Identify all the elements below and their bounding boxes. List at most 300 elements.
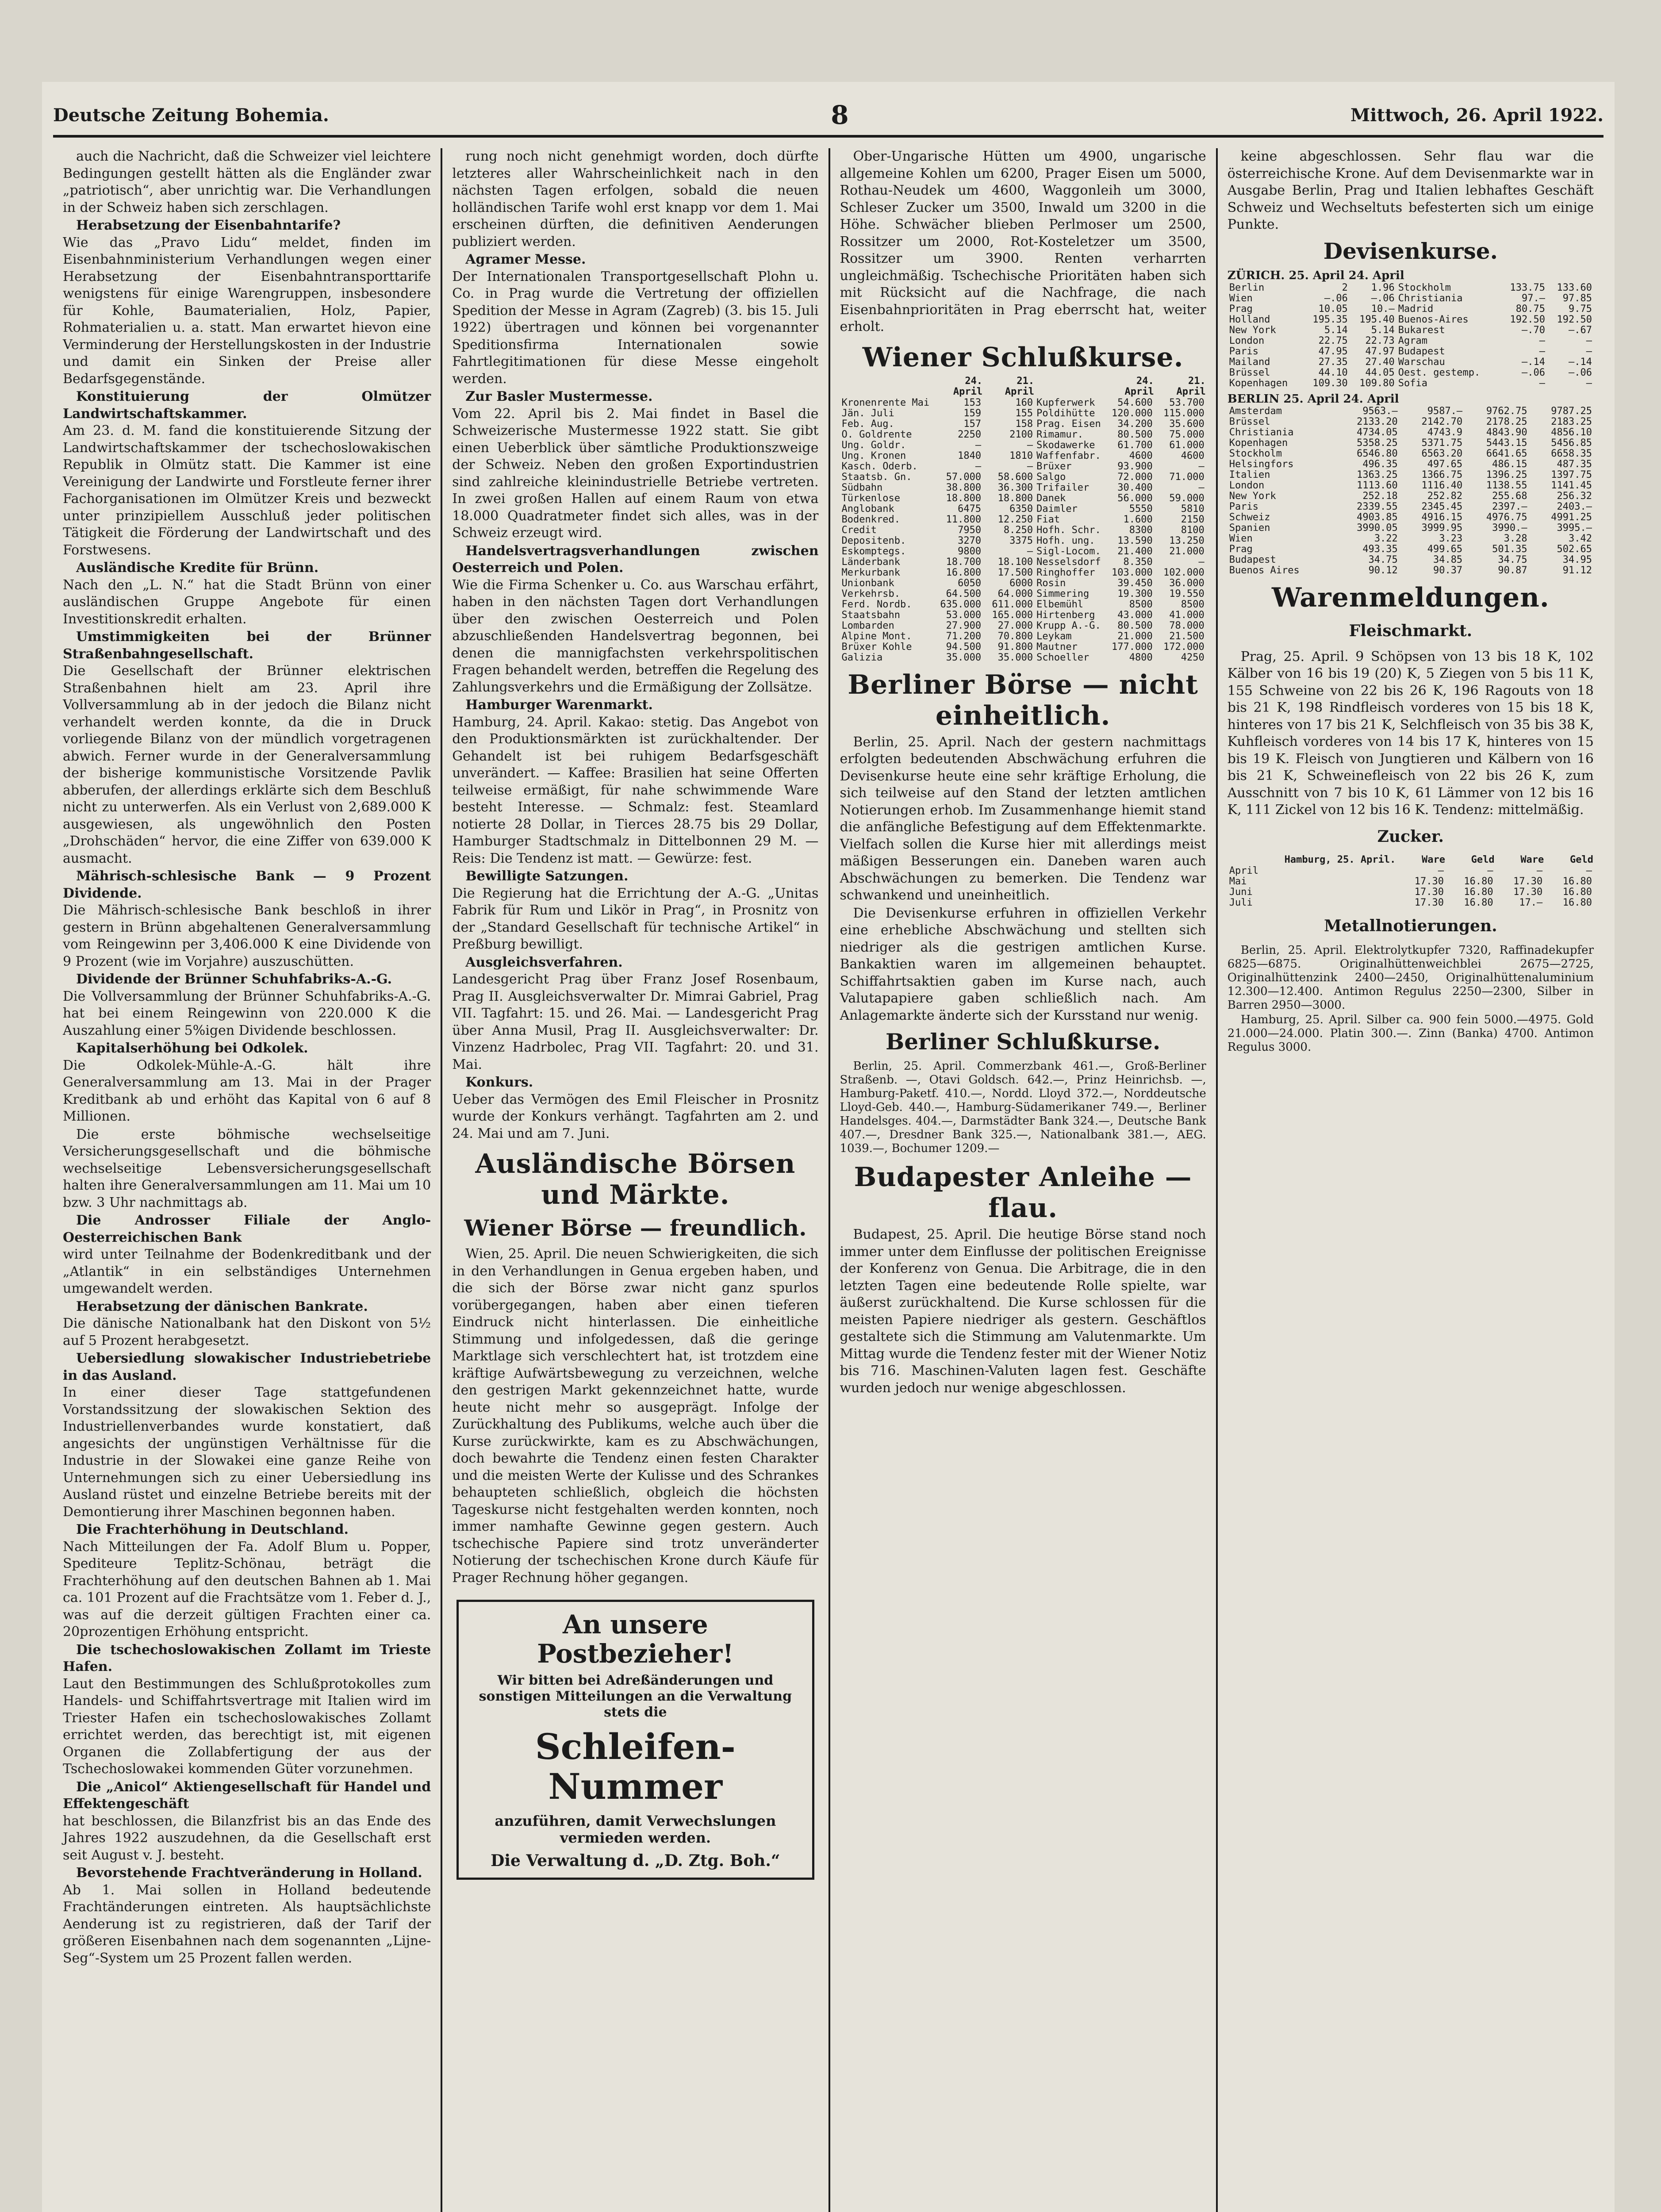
table-cell: 17.500: [997, 567, 1033, 578]
table-cell: Christiania: [1229, 427, 1294, 438]
table-cell: 611.000: [992, 599, 1033, 610]
table-header-cell: 24. April: [1124, 375, 1154, 397]
table-cell: 16.80: [1562, 897, 1592, 908]
article-text: rung noch nicht genehmigt worden, doch dürfte letzteres aller Wahrscheinlichkeit nach in den nächsten Tagen erfolgen, sobald die neuen holländischen Tarife wohl erst knapp vor dem 1. Mai erscheinen dürften, die definitiven Aenderungen publiziert werden.: [452, 149, 819, 250]
table-cell: Alpine Mont.: [841, 631, 912, 642]
article-text: Laut den Bestimmungen des Schlußprotokolles zum Handels- und Schiffahrtsvertrage mit Italien wird im Triester Hafen ein tschechoslowakisches Zollamt errichtet werden, das berechtigt ist, mit eigenen Organen die Zollabfertigung der aus der Tschechoslowakei kommenden Güter vorzunehmen.: [63, 1676, 431, 1777]
table-cell: 2250: [958, 429, 982, 440]
table-cell: Elbemühl: [1036, 599, 1084, 610]
article-heading: Herabsetzung der dänischen Bankrate.: [76, 1298, 368, 1314]
table-row: [1228, 438, 1594, 449]
table-cell: 496.35: [1362, 459, 1398, 470]
table-row: [840, 483, 1206, 493]
table-cell: —: [1198, 557, 1205, 568]
table-cell: —: [1586, 346, 1592, 357]
article-text: Ueber das Vermögen des Emil Fleischer in Prosnitz wurde der Konkurs verhängt. Tagfahrten am 2. und 24. Mai und am 7. Juni.: [452, 1091, 819, 1141]
section-heading: Budapester Anleihe — flau.: [854, 1162, 1192, 1224]
table-cell: Hirtenberg: [1036, 610, 1095, 621]
table-cell: 2339.55: [1357, 501, 1398, 512]
table-cell: 3270: [958, 535, 982, 546]
table-cell: 16.80: [1562, 876, 1592, 887]
table-cell: 3.23: [1439, 533, 1463, 544]
table-cell: 497.65: [1427, 459, 1463, 470]
article-text: Nach den „L. N.“ hat die Stadt Brünn von einer ausländischen Gruppe Angebote für einen Investitionskredit erhalten.: [63, 577, 431, 627]
table-cell: 160: [1015, 397, 1033, 408]
page-header: [53, 100, 1603, 131]
table-cell: Merkurbank: [841, 567, 900, 578]
table-cell: Türkenlose: [841, 493, 900, 504]
table-cell: 91.800: [997, 641, 1033, 653]
table-cell: 17.30: [1414, 887, 1444, 898]
columns: [53, 148, 1603, 2212]
table-cell: 91.12: [1562, 565, 1592, 576]
article-text: Berlin, 25. April. Elektrolytkupfer 7320, Raffinadekupfer 6825—6875. Originalhüttenweichblei 2675—2725, Originalhüttenzink 2400—2450, Originalhüttenaluminium 12.300—12.400. Antimon Regulus 2250—2300, Silber in Barren 2950—3000.: [1227, 943, 1594, 1012]
table-cell: 97.—: [1522, 293, 1545, 304]
table-cell: Waffenfabr.: [1036, 450, 1101, 461]
article-heading: Bevorstehende Frachtveränderung in Holland.: [76, 1865, 422, 1881]
table-row: [1228, 357, 1594, 368]
table-cell: Leykam: [1036, 631, 1072, 642]
section-heading: Wiener Schlußkurse.: [862, 342, 1184, 373]
article-text: Der Internationalen Transportgesellschaft Plohn u. Co. in Prag wurde die Vertretung der offiziellen Spedition der Messe in Agram (Zagreb) (3. bis 15. Juli 1922) übertragen und können bei vorgenannter Speditionsfirma Internationalen sowie Fahrtlegitimationen für diese Messe eingeholt werden.: [452, 269, 819, 387]
table-cell: Paris: [1229, 346, 1258, 357]
table-cell: Wien: [1229, 533, 1253, 544]
table-cell: 80.75: [1515, 303, 1545, 315]
table-cell: 27.35: [1318, 357, 1348, 368]
table-cell: Depositenb.: [841, 535, 906, 546]
table-cell: 2345.45: [1421, 501, 1463, 512]
table-row: [1228, 406, 1594, 417]
table-cell: 36.300: [997, 482, 1033, 493]
table-cell: 177.000: [1112, 641, 1153, 653]
table-cell: 192.50: [1510, 314, 1545, 325]
table-cell: 16.80: [1464, 887, 1493, 898]
table-cell: 1810: [1009, 450, 1033, 461]
table-cell: Budapest: [1229, 554, 1276, 565]
table-row: [840, 419, 1206, 430]
table-header-cell: Geld: [1570, 854, 1593, 865]
table-cell: 1363.25: [1357, 469, 1398, 480]
table-row: [840, 610, 1206, 621]
table-cell: 3990.—: [1492, 522, 1527, 534]
table-cell: 12.250: [997, 514, 1033, 525]
table-cell: Italien: [1229, 469, 1270, 480]
column-1: [53, 148, 441, 2212]
table-cell: Warschau: [1398, 357, 1445, 368]
berlin-title: BERLIN 25. April 24. April: [1227, 392, 1399, 406]
table-header-cell: Ware: [1520, 854, 1544, 865]
table-row: [1228, 523, 1594, 534]
table-row: [840, 631, 1206, 642]
article-text: Die Gesellschaft der Brünner elektrischen Straßenbahnen hielt am 23. April ihre Vollversammlung ab in der jedoch die Bilanz nicht verhandelt werden konnte, da die in Druck vorliegende Bilanz von der mündlich vorgetragenen abwich. Ferner wurde in der Generalversammlung der bisherige kommunistische Vorsitzende Pavlik abberufen, der allerdings erklärte sich dem Beschluß nicht zu unterwerfen. Als ein Verlust von 2,689.000 K ausgewiesen, als ungewöhnlich den Posten „Drohschäden“ hervor, die eine Ziffer von 639.000 K ausmacht.: [63, 663, 431, 866]
table-cell: 53.700: [1169, 397, 1205, 408]
table-cell: London: [1229, 480, 1265, 491]
table-cell: —: [1027, 546, 1033, 557]
table-cell: 192.50: [1557, 314, 1592, 325]
table-cell: New York: [1229, 491, 1276, 502]
table-cell: 19.300: [1117, 588, 1153, 599]
table-cell: 27.000: [997, 620, 1033, 631]
table-row: [840, 536, 1206, 546]
table-cell: 1113.60: [1357, 480, 1398, 491]
table-row: [840, 546, 1206, 557]
table-cell: 71.000: [1169, 472, 1205, 483]
table-cell: 75.000: [1169, 429, 1205, 440]
table-cell: O. Goldrente: [841, 429, 912, 440]
article-heading: Bewilligte Satzungen.: [465, 868, 629, 884]
table-cell: Hofh. ung.: [1036, 535, 1095, 546]
table-header-cell: Hamburg, 25. April.: [1284, 854, 1396, 865]
subsection-heading: Zucker.: [1377, 827, 1444, 846]
table-cell: 7950: [958, 525, 982, 536]
table-cell: 58.600: [997, 472, 1033, 483]
table-row: [1228, 565, 1594, 576]
table-cell: —.06: [1324, 293, 1348, 304]
table-cell: 72.000: [1117, 472, 1153, 483]
table-row: [840, 440, 1206, 451]
table-row: [1228, 876, 1594, 887]
table-cell: —.14: [1522, 357, 1545, 368]
table-row: [840, 589, 1206, 599]
table-cell: Staatsb. Gn.: [841, 472, 912, 483]
table-cell: 17.30: [1414, 876, 1444, 887]
table-row: [1228, 378, 1594, 389]
table-cell: 16.80: [1464, 897, 1493, 908]
table-cell: 256.32: [1557, 491, 1592, 502]
table-cell: —: [1438, 865, 1444, 876]
table-cell: 8.350: [1123, 557, 1153, 568]
table-cell: 35.000: [997, 652, 1033, 663]
table-cell: London: [1229, 335, 1265, 346]
table-cell: 109.80: [1359, 378, 1395, 389]
table-cell: 6050: [958, 578, 982, 589]
table-cell: Fiat: [1036, 514, 1060, 525]
article-heading: Umstimmigkeiten bei der Brünner Straßenbahngesellschaft.: [63, 629, 431, 662]
table-cell: —: [975, 440, 982, 451]
table-cell: 47.97: [1365, 346, 1395, 357]
table-cell: 6350: [1009, 503, 1033, 515]
vienna-closing-prices-table: [840, 376, 1206, 663]
table-cell: 59.000: [1169, 493, 1205, 504]
table-cell: 16.800: [946, 567, 982, 578]
notice-signature: Die Verwaltung d. „D. Ztg. Boh.“: [491, 1851, 780, 1870]
table-cell: 115.000: [1163, 408, 1205, 419]
table-cell: 21.000: [1117, 631, 1153, 642]
berlin-rates-table: [1228, 406, 1594, 576]
table-cell: 4743.9: [1427, 427, 1463, 438]
article-text: Berlin, 25. April. Nach der gestern nachmittags erfolgten bedeutenden Abschwächung erfuhren die Devisenkurse heute eine sehr kräftige Erholung, die sich teilweise auf den Stand der letzten amtlichen Notierungen erhob. Im Zusammenhange hiemit stand die anfängliche Befestigung auf dem Effektenmarkte. Vielfach sollen die Kurse hier mit allerdings meist mäßigen Besserungen ein. Daneben waren auch Abschwächungen zu bemerken. Die Tendenz war schwankend und uneinheitlich.: [840, 734, 1206, 903]
table-row: [840, 451, 1206, 461]
table-cell: 5550: [1129, 503, 1153, 515]
table-cell: 18.100: [997, 557, 1033, 568]
table-cell: 2178.25: [1486, 416, 1527, 427]
table-cell: 13.590: [1117, 535, 1153, 546]
article-text: Landesgericht Prag über Franz Josef Rosenbaum, Prag II. Ausgleichsverwalter Dr. Mimrai Gabriel, Prag VII. Tagfahrt: 15. und 26. Mai. — Landesgericht Prag über Anna Musil, Prag II. Ausgleichsverwalter: Dr. Vinzenz Hadrbolec, Prag VII. Tagfahrt: 20. und 31. Mai.: [452, 972, 819, 1072]
table-cell: 3375: [1009, 535, 1033, 546]
table-cell: 3995.—: [1557, 522, 1592, 534]
table-row: [1228, 555, 1594, 565]
subsection-heading: Wiener Börse — freundlich.: [464, 1215, 807, 1241]
table-cell: 22.75: [1318, 335, 1348, 346]
sugar-table: [1228, 854, 1594, 908]
table-cell: Nesselsdorf: [1036, 557, 1101, 568]
table-cell: —: [1586, 378, 1592, 389]
table-row: [1228, 491, 1594, 502]
table-cell: Staatsbahn: [841, 610, 900, 621]
table-cell: 1141.45: [1551, 480, 1592, 491]
subsection-heading: Fleischmarkt.: [1349, 621, 1473, 640]
table-row: [1228, 346, 1594, 357]
table-cell: —: [1487, 865, 1493, 876]
subsection-heading: Berliner Schlußkurse.: [885, 1029, 1161, 1055]
article-text: Die Mährisch-schlesische Bank beschloß in ihrer gestern in Brünn abgehaltenen Generalversammlung vom Reingewinn per 3,406.000 K eine Dividende von 9 Prozent (wie im Vorjahre) auszuschütten.: [63, 902, 431, 969]
article-text: Berlin, 25. April. Commerzbank 461.—, Groß-Berliner Straßenb. —, Otavi Goldsch. 642.—, Prinz Heinrichsb. —, Hamburg-Paketf. 410.—, Nordd. Lloyd 372.—, Norddeutsche Lloyd-Geb. 440.—, Hamburg-Südamerikaner 749.—, Berliner Handelsges. 404.—, Darmstädter Bank 324.—, Deutsche Bank 407.—, Dresdner Bank 325.—, Nationalbank 381.—, AEG. 1039.—, Bochumer 1209.—: [840, 1060, 1206, 1155]
table-cell: 21.000: [1169, 546, 1205, 557]
table-cell: 5810: [1181, 503, 1205, 515]
table-cell: 9587.—: [1427, 406, 1463, 417]
table-cell: 90.87: [1498, 565, 1527, 576]
table-cell: 5.14: [1371, 325, 1395, 336]
table-cell: 56.000: [1117, 493, 1153, 504]
table-cell: 17.30: [1414, 897, 1444, 908]
article-heading: Mährisch-schlesische Bank — 9 Prozent Dividende.: [63, 868, 431, 901]
article-heading: Die „Anicol“ Aktiengesellschaft für Handel und Effektengeschäft: [63, 1779, 431, 1812]
table-cell: 64.000: [997, 588, 1033, 599]
table-cell: Daimler: [1036, 503, 1078, 515]
table-cell: 103.000: [1112, 567, 1153, 578]
table-cell: 17.—: [1519, 897, 1543, 908]
table-cell: Prag: [1229, 303, 1253, 315]
table-cell: 9762.75: [1486, 406, 1527, 417]
article-text: Hamburg, 24. April. Kakao: stetig. Das Angebot von den Produktionsmärkten ist zurückhaltender. Der Gehandelt ist bei ruhigem Bedarfsgeschäft unverändert. — Kaffee: Brasilien hat seine Offerten teilweise ermäßigt, für nahe schwimmende Ware besteht Interesse. — Schmalz: fest. Steamlard notierte 28 Dollar, in Tierces 28.75 bis 29 Dollar, Hamburger Stadtschmalz in Dittelbonnen 29 M. — Reis: Die Tendenz ist matt. — Gewürze: fest.: [452, 714, 819, 866]
article-text: Die Devisenkurse erfuhren in offiziellen Verkehr eine erhebliche Abschwächung und stellten sich niedriger als die gestrigen amtlichen Kurse. Bankaktien waren im allgemeinen behauptet. Schiffahrtsaktien gaben im Kurse nach, auch Valutapapiere gaben schließlich nach. Am Anlagemarkte änderte sich der Kursstand nur wenig.: [840, 905, 1206, 1023]
column-4: [1216, 148, 1603, 2212]
table-cell: Wien: [1229, 293, 1253, 304]
article-text: Nach Mitteilungen der Fa. Adolf Blum u. Popper, Spediteure Teplitz-Schönau, beträgt die Frachterhöhung auf den deutschen Bahnen ab 1. Mai ca. 101 Prozent auf die Frachtsätze vom 1. Feber d. J., was auf die derzeit gültigen Frachten einer ca. 20prozentigen Erhöhung entspricht.: [63, 1539, 431, 1640]
table-row: [840, 578, 1206, 589]
table-cell: 487.35: [1557, 459, 1592, 470]
table-cell: Hofh. Schr.: [1036, 525, 1101, 536]
table-cell: 3.22: [1374, 533, 1398, 544]
table-cell: 2183.25: [1551, 416, 1592, 427]
article-text: Hamburg, 25. April. Silber ca. 900 fein 5000.—4975. Gold 21.000—24.000. Platin 300.—. Zinn (Banka) 4700. Antimon Regulus 3000.: [1227, 1013, 1594, 1054]
table-cell: Anglobank: [841, 503, 894, 515]
table-cell: —: [1586, 335, 1592, 346]
article-text: Die Regierung hat die Errichtung der A.-G. „Unitas Fabrik für Rum und Likör in Prag“, in Prosnitz von der „Standard Gesellschaft für technische Artikel“ in Preßburg bewilligt.: [452, 885, 819, 952]
table-row: [840, 472, 1206, 483]
table-cell: 6000: [1009, 578, 1033, 589]
table-cell: 195.40: [1359, 314, 1395, 325]
table-cell: Simmering: [1036, 588, 1089, 599]
article-heading: Hamburger Warenmarkt.: [465, 697, 653, 713]
article-text: Die erste böhmische wechselseitige Versicherungsgesellschaft und die böhmische wechselseitige Lebensversicherungsgesellschaft halten ihre Generalversammlungen am 11. Mai um 10 bzw. 3 Uhr nachmittags ab.: [63, 1126, 431, 1210]
table-cell: Brüxer Kohle: [841, 641, 912, 653]
table-cell: Mautner: [1036, 641, 1078, 653]
table-cell: 255.68: [1492, 491, 1527, 502]
table-cell: Credit: [841, 525, 877, 536]
subscriber-notice: [456, 1600, 814, 1880]
table-cell: 39.450: [1117, 578, 1153, 589]
article-heading: Ausländische Kredite für Brünn.: [76, 560, 319, 576]
table-cell: Südbahn: [841, 482, 883, 493]
table-cell: 80.500: [1117, 429, 1153, 440]
table-cell: Amsterdam: [1229, 406, 1282, 417]
table-cell: Bodenkred.: [841, 514, 900, 525]
table-row: [1228, 336, 1594, 346]
table-cell: 6546.80: [1357, 448, 1398, 459]
table-cell: 493.35: [1362, 544, 1398, 555]
table-cell: 44.10: [1318, 367, 1348, 378]
article-text: hat beschlossen, die Bilanzfrist bis an das Ende des Jahres 1922 auszudehnen, da die Gesellschaft erst seit August v. J. besteht.: [63, 1813, 431, 1863]
table-cell: 158: [1015, 419, 1033, 430]
article-heading: Dividende der Brünner Schuhfabriks-A.-G.: [76, 972, 392, 987]
table-cell: Holland: [1229, 314, 1270, 325]
table-row: [840, 557, 1206, 568]
table-cell: 4600: [1181, 450, 1205, 461]
table-cell: 43.000: [1117, 610, 1153, 621]
table-header-cell: Ware: [1422, 854, 1445, 865]
table-row: [840, 408, 1206, 419]
table-cell: —.14: [1569, 357, 1592, 368]
table-cell: Galizia: [841, 652, 883, 663]
table-cell: Berlin: [1229, 282, 1265, 293]
article-text: Die Odkolek-Mühle-A.-G. hält ihre Generalversammlung am 13. Mai in der Prager Kreditbank ab und erhöht das Kapital von 6 auf 8 Millionen.: [63, 1057, 431, 1124]
table-cell: 38.800: [946, 482, 982, 493]
table-cell: 4600: [1129, 450, 1153, 461]
table-row: [840, 515, 1206, 525]
table-cell: Mai: [1229, 876, 1247, 887]
table-cell: 159: [963, 408, 982, 419]
table-cell: 18.700: [946, 557, 982, 568]
article-heading: Herabsetzung der Eisenbahntarife?: [76, 218, 341, 233]
header-rule: [53, 135, 1603, 138]
table-cell: Schweiz: [1229, 512, 1270, 523]
table-header-cell: 24. April: [953, 375, 983, 397]
table-cell: 9787.25: [1551, 406, 1592, 417]
table-cell: 133.75: [1510, 282, 1545, 293]
table-cell: 4843.90: [1486, 427, 1527, 438]
table-cell: 5456.85: [1551, 438, 1592, 449]
section-heading: Berliner Börse — nicht einheitlich.: [848, 669, 1198, 731]
notice-highlight: Schleifen-Nummer: [535, 1726, 736, 1807]
table-cell: 53.000: [946, 610, 982, 621]
table-row: [1228, 304, 1594, 315]
table-cell: 8500: [1129, 599, 1153, 610]
table-row: [1228, 534, 1594, 544]
table-cell: —: [1539, 346, 1545, 357]
article-heading: Handelsvertragsverhandlungen zwischen Oesterreich und Polen.: [452, 543, 819, 576]
table-cell: 502.65: [1557, 544, 1592, 555]
table-row: [840, 642, 1206, 653]
newspaper-name: Deutsche Zeitung Bohemia.: [53, 104, 329, 126]
table-cell: Poldihütte: [1036, 408, 1095, 419]
table-cell: 94.500: [946, 641, 982, 653]
table-row: [1228, 502, 1594, 512]
article-heading: Konkurs.: [465, 1075, 533, 1090]
table-cell: 9.75: [1569, 303, 1592, 315]
table-cell: 1116.40: [1421, 480, 1463, 491]
table-cell: 27.900: [946, 620, 982, 631]
table-row: [840, 599, 1206, 610]
table-cell: 2100: [1009, 429, 1033, 440]
article-text: Ober-Ungarische Hütten um 4900, ungarische allgemeine Kohlen um 6200, Prager Eisen um 5000, Rothau-Neudek um 4600, Waggonleih um 3000, Schleser Zucker um 3500, Inwald um 3200 in die Höhe. Schwächer blieben Perlmoser um 2500, Rossitzer um 2000, Rot-Kosteletzer um 3500, Rossitzer um 3900. Renten verharrten ungleichmäßig. Tschechische Prioritäten haben sich mit Rücksicht auf die Nachfrage, die nach Eisenbahnprioritäten in Prag eberrscht hat, weiter erholt.: [840, 149, 1206, 334]
table-cell: 3999.95: [1421, 522, 1463, 534]
table-row: [1228, 293, 1594, 304]
table-row: [1228, 315, 1594, 325]
issue-date: Mittwoch, 26. April 1922.: [1350, 104, 1603, 126]
table-cell: 165.000: [992, 610, 1033, 621]
table-cell: 10.05: [1318, 303, 1348, 315]
table-cell: 1.600: [1123, 514, 1153, 525]
table-cell: 2142.70: [1421, 416, 1463, 427]
article-text: auch die Nachricht, daß die Schweizer viel leichtere Bedingungen gestellt hätten als die Engländer zwar „patriotisch“, aber unrichtig war. Die Verhandlungen in der Schweiz haben sich zerschlagen.: [63, 149, 431, 215]
table-cell: 19.550: [1169, 588, 1205, 599]
table-cell: Kasch. Oderb.: [841, 461, 918, 472]
table-cell: 18.800: [997, 493, 1033, 504]
table-cell: 9563.—: [1362, 406, 1398, 417]
table-row: [1228, 866, 1594, 876]
table-cell: 4991.25: [1551, 512, 1592, 523]
table-cell: 155: [1015, 408, 1033, 419]
table-cell: Prag. Eisen: [1036, 419, 1101, 430]
notice-text-2: anzuführen, damit Verwechslungen vermieden werden.: [495, 1813, 776, 1846]
table-row: [1228, 283, 1594, 293]
table-cell: Agram: [1398, 335, 1427, 346]
table-cell: 90.12: [1368, 565, 1398, 576]
article-text: Am 23. d. M. fand die konstituierende Sitzung der Landwirtschaftskammer der tschechoslowakischen Republik in Olmütz statt. Die Kammer ist eine Vereinigung der Landwirte und Forstleute ferner ihrer Fachorganisationen im Olmützer Kreis und bezweckt unter prinzipiellem Ausschluß jeder politischen Tätigkeit die Förderung der Landwirtschaft und des Forstwesens.: [63, 423, 431, 558]
table-cell: 486.15: [1492, 459, 1527, 470]
table-cell: Trifailer: [1036, 482, 1089, 493]
table-cell: 18.800: [946, 493, 982, 504]
table-cell: 11.800: [946, 514, 982, 525]
article-text: Wien, 25. April. Die neuen Schwierigkeiten, die sich in den Verhandlungen in Genua ergeben haben, und die sich der Börse zwar nicht ganz spurlos vorübergegangen, haben aber einen tieferen Eindruck nicht hinterlassen. Die einheitliche Stimmung und infolgedessen, daß die geringe Marktlage sich verschlechtert hat, ist trotzdem eine kräftige Aufwärtsbewegung zu verzeichnen, welche den gestrigen Markt gekennzeichnet hatte, wurde heute nicht mehr so ausgeprägt. Infolge der Zurückhaltung des Publikums, welche auch über die Kurse zurückwirkte, kam es zu Abschwächungen, doch bewahrte die Tendenz einen festen Charakter und die meisten Werte der Kulisse und des Schrankes behaupteten schließlich, obgleich die höchsten Tageskurse nicht festgehalten werden konnten, noch immer namhafte Gewinne gegen gestern. Auch tschechische Papiere sind trotz unveränderter Notierung der tschechischen Krone durch Käufe für Prager Rechnung höher gegangen.: [452, 1246, 819, 1586]
section-heading: Devisenkurse.: [1323, 238, 1498, 264]
table-cell: Kupferwerk: [1036, 397, 1095, 408]
table-cell: Stockholm: [1398, 282, 1451, 293]
table-cell: 6658.35: [1551, 448, 1592, 459]
table-cell: Schoeller: [1036, 652, 1089, 663]
table-header-cell: 21. April: [1005, 375, 1035, 397]
table-row: [840, 504, 1206, 515]
article-text: keine abgeschlossen. Sehr flau war die österreichische Krone. Auf dem Devisenmarkte war in Ausgabe Berlin, Prag und Italien lebhaftes Geschäft Schweiz und Wechseltuts befesterten sich um einige Punkte.: [1227, 149, 1594, 232]
table-cell: Jän. Juli: [841, 408, 894, 419]
table-cell: 6475: [958, 503, 982, 515]
table-cell: Oest. gestemp.: [1398, 367, 1481, 378]
table-row: [1228, 480, 1594, 491]
table-cell: 44.05: [1365, 367, 1395, 378]
table-cell: 6641.65: [1486, 448, 1527, 459]
table-cell: New York: [1229, 325, 1276, 336]
table-cell: 6563.20: [1421, 448, 1463, 459]
table-cell: 3.42: [1569, 533, 1592, 544]
table-cell: Brüssel: [1229, 367, 1270, 378]
article-heading: Die tschechoslowakischen Zollamt im Trieste Hafen.: [63, 1642, 431, 1674]
table-cell: Spanien: [1229, 522, 1270, 534]
table-cell: —: [1027, 440, 1033, 451]
table-cell: 57.000: [946, 472, 982, 483]
table-cell: 4250: [1181, 652, 1205, 663]
article-text: Die dänische Nationalbank hat den Diskont von 5½ auf 5 Prozent herabgesetzt.: [63, 1316, 431, 1348]
table-cell: Eskomptegs.: [841, 546, 906, 557]
table-cell: Juni: [1229, 887, 1253, 898]
notice-title: An unsere Postbezieher!: [537, 1609, 734, 1669]
table-cell: 4800: [1129, 652, 1153, 663]
table-cell: 4856.10: [1551, 427, 1592, 438]
table-cell: Buenos Aires: [1229, 565, 1300, 576]
zurich-title: ZÜRICH. 25. April 24. April: [1227, 269, 1404, 282]
table-row: [1228, 427, 1594, 438]
table-cell: Prag: [1229, 544, 1253, 555]
